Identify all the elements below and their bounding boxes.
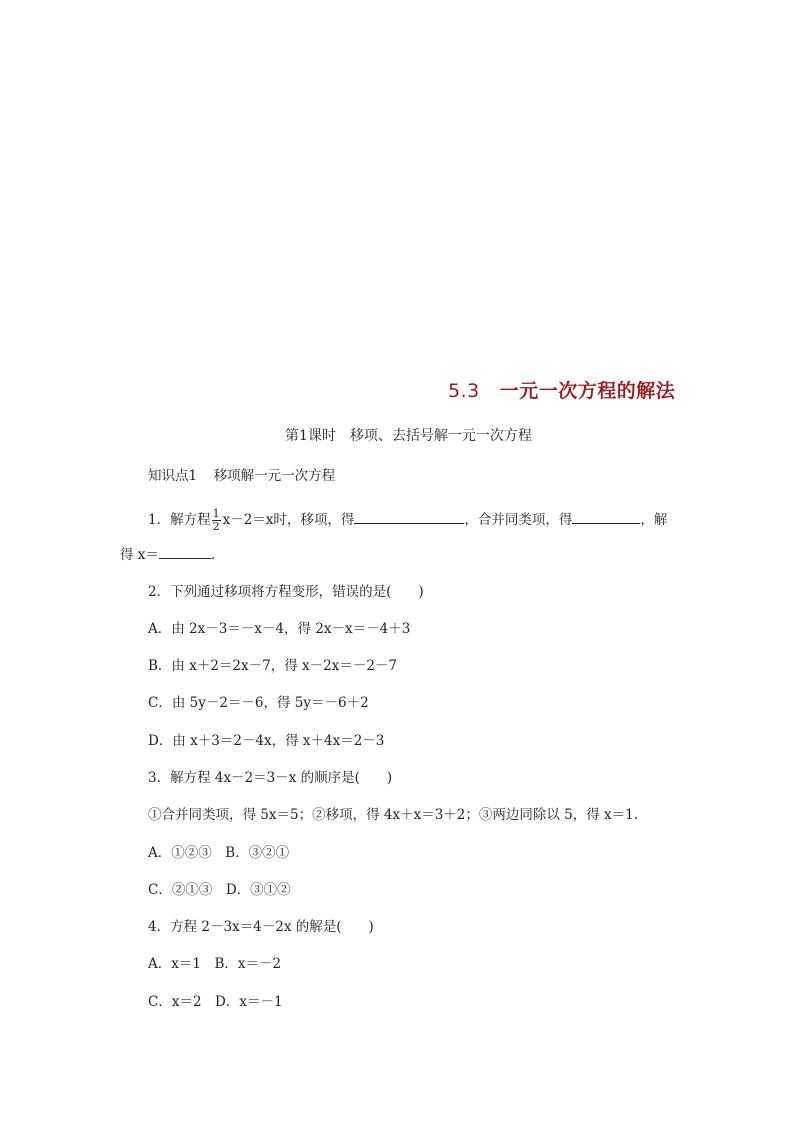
q1-mid1: ，合并同类项，得 <box>464 512 573 528</box>
q1-line2-prefix: 得 x＝ <box>120 547 159 563</box>
q1-frac-den: 2 <box>212 520 220 533</box>
q4-options-row1: A．x＝1 B．x＝－2 <box>148 956 282 972</box>
q1-line2-end: . <box>210 547 216 563</box>
q1-line1 <box>148 508 667 533</box>
section-title <box>448 376 675 403</box>
lesson-title: 移项、去括号解一元一次方程 <box>349 428 532 444</box>
q3-steps: ①合并同类项，得 5x＝5；②移项，得 4x＋x＝3＋2；③两边同除以 5，得 x＝1. <box>148 807 639 823</box>
knowledge-point-title: 移项解一元一次方程 <box>213 468 336 484</box>
q1-frac-num: 1 <box>212 507 220 520</box>
section-number: 5.3 <box>448 380 480 402</box>
q1-blank-1[interactable] <box>354 509 464 524</box>
knowledge-point-heading <box>148 464 335 484</box>
q2-option-c: C．由 5y－2＝－6，得 5y＝－6＋2 <box>148 695 369 711</box>
q2-option-d: D．由 x＋3＝2－4x，得 x＋4x＝2－3 <box>148 733 385 749</box>
section-title-text: 一元一次方程的解法 <box>499 380 676 402</box>
lesson-label: 第1课时 <box>285 428 336 444</box>
lesson-subtitle <box>285 425 532 445</box>
q4-options-row2: C．x＝2 D．x＝－1 <box>148 994 283 1010</box>
q1-blank-3[interactable] <box>159 544 211 559</box>
q1-mid2: ，解 <box>640 512 668 528</box>
q1-prefix: 1．解方程 <box>148 512 211 528</box>
q3-options-row2: C．②①③ D．③①② <box>148 882 291 898</box>
q2-stem: 2．下列通过移项将方程变形，错误的是( ) <box>148 584 424 600</box>
q1-line2 <box>120 543 215 563</box>
q4-stem: 4．方程 2－3x＝4－2x 的解是( ) <box>148 919 374 935</box>
knowledge-point-label: 知识点1 <box>148 468 198 484</box>
q2-option-a: A．由 2x－3＝－x－4，得 2x－x＝－4＋3 <box>148 621 411 637</box>
q3-stem: 3．解方程 4x－2＝3－x 的顺序是( ) <box>148 770 393 786</box>
q3-options-row1: A．①②③ B．③②① <box>148 845 290 861</box>
q2-option-b: B．由 x＋2＝2x－7，得 x－2x＝－2－7 <box>148 658 397 674</box>
q1-fraction <box>212 508 221 533</box>
q1-after-frac: x－2＝x时，移项，得 <box>222 512 355 528</box>
q1-blank-2[interactable] <box>572 509 640 524</box>
